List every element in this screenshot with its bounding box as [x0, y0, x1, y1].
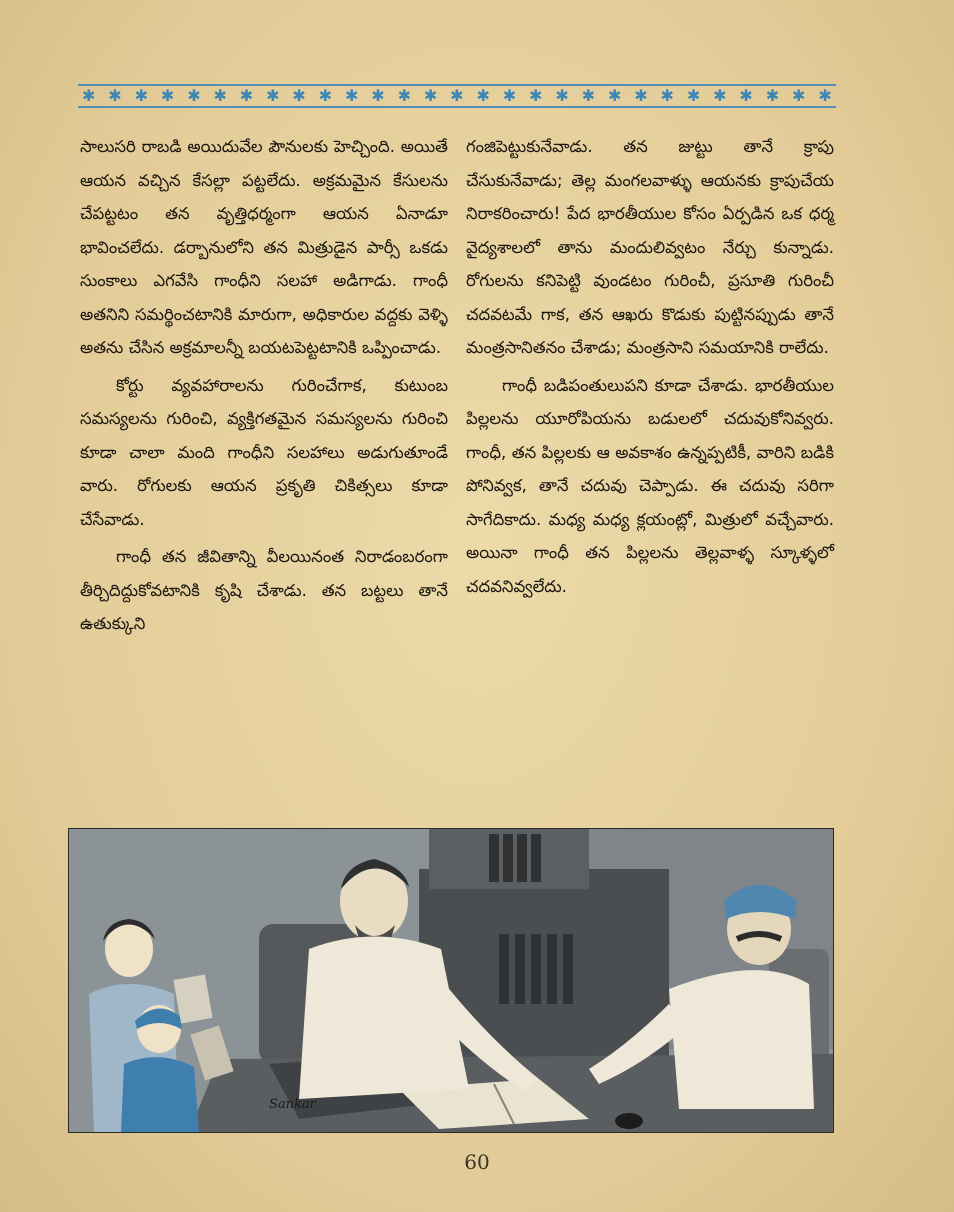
flower-ornament-icon: ✱ — [108, 86, 122, 105]
flower-ornament-icon: ✱ — [634, 86, 648, 105]
flower-ornament-icon: ✱ — [476, 86, 490, 105]
flower-ornament-icon: ✱ — [818, 86, 832, 105]
illustration-gandhi-teaching — [68, 828, 834, 1133]
flower-ornament-icon: ✱ — [371, 86, 385, 105]
flower-ornament-icon: ✱ — [686, 86, 701, 105]
flower-ornament-icon: ✱ — [713, 86, 727, 105]
flower-ornament-icon: ✱ — [266, 86, 280, 105]
flower-ornament-icon: ✱ — [160, 86, 175, 105]
flower-ornament-icon: ✱ — [765, 86, 780, 105]
paragraph: గాంధీ తన జీవితాన్ని వీలయినంత నిరాడంబరంగా తీర్చిదిద్దుకోవటానికి కృషి చేశాడు. తన బట్టలు తానే ఉతుక్కుని — [80, 547, 448, 633]
flower-ornament-icon: ✱ — [82, 86, 96, 105]
right-text-column — [466, 130, 834, 603]
paragraph: గంజిపెట్టుకునేవాడు. తన జుట్టు తానే క్రాపు చేసుకునేవాడు; తెల్ల మంగలవాళ్ళు ఆయనకు క్రాపుచేయ నిరాకరించారు! పేద భారతీయుల కోసం ఏర్పడిన ఒక ధర్మ వైద్యశాలలో తాను మందులివ్వటం నేర్చు కున్నాడు. రోగులను కనిపెట్టి వుండటం గురించీ, ప్రసూతి గురించీ చదవటమే గాక, తన ఆఖరు కొడుకు పుట్టినప్పుడు తానే మంత్రసానితనం చేశాడు; మంత్రసాని సమయానికి రాలేదు. — [466, 137, 834, 357]
flower-ornament-icon: ✱ — [450, 86, 464, 105]
paragraph: కోర్టు వ్యవహారాలను గురించేగాక, కుటుంబ సమస్యలను గురించి, వ్యక్తిగతమైన సమస్యలను గురించి కూడా చాలా మంది గాంధీని సలహాలు అడుగుతూండే వారు. రోగులకు ఆయన ప్రకృతి చికిత్సలు కూడా చేసేవాడు. — [80, 375, 448, 529]
flower-ornament-icon: ✱ — [318, 86, 333, 105]
flower-ornament-icon: ✱ — [423, 86, 438, 105]
paragraph: గాంధీ బడిపంతులుపని కూడా చేశాడు. భారతీయుల పిల్లలను యూరోపియను బడులలో చదువుకోనివ్వరు. గాంధీ, తన పిల్లలకు ఆ అవకాశం ఉన్నప్పటికీ, వారిని బడికి పోనివ్వక, తానే చదువు చెప్పాడు. ఈ చదువు సరిగా సాగేదికాదు. మధ్య మధ్య క్లయంట్లో, మిత్రులో వచ్చేవారు. అయినా గాంధీ తన పిల్లలను తెల్లవాళ్ళ స్కూళ్ళలో చదవనివ్వలేదు. — [466, 375, 834, 596]
flower-ornament-icon: ✱ — [213, 86, 227, 105]
flower-ornament-icon: ✱ — [555, 86, 569, 105]
flower-ornament-icon: ✱ — [529, 86, 543, 105]
flower-ornament-icon: ✱ — [134, 86, 148, 105]
flower-ornament-icon: ✱ — [344, 86, 359, 105]
flower-ornament-icon: ✱ — [239, 86, 254, 105]
decorative-border-band — [78, 84, 836, 108]
flower-ornament-icon: ✱ — [581, 86, 596, 105]
left-text-column — [80, 130, 448, 641]
flower-ornament-icon: ✱ — [607, 86, 622, 105]
flower-ornament-icon: ✱ — [397, 86, 411, 105]
page-number: 60 — [464, 1150, 490, 1174]
illustration-drawing — [69, 829, 833, 1132]
flower-ornament-icon: ✱ — [502, 86, 517, 105]
flower-ornament-icon: ✱ — [292, 86, 306, 105]
flower-ornament-icon: ✱ — [792, 86, 806, 105]
artist-signature: Sankar — [269, 1097, 316, 1112]
flower-ornament-icon: ✱ — [660, 86, 674, 105]
paragraph: సాలుసరి రాబడి అయిదువేల పౌనులకు హెచ్చింది. అయితే ఆయన వచ్చిన కేసల్లా పట్టలేదు. అక్రమమైన కేసులను చేపట్టటం తన వృత్తిధర్మంగా ఆయన ఏనాడూ భావించలేదు. డర్బానులోని తన మిత్రుడైన పార్సీ ఒకడు సుంకాలు ఎగవేసి గాంధీని సలహా అడిగాడు. గాంధీ అతనిని సమర్థించటానికి మారుగా, అధికారుల వద్దకు వెళ్ళి అతను చేసిన అక్రమాలన్నీ బయటపెట్టటానికి ఒప్పించాడు. — [80, 137, 448, 357]
flower-ornament-icon: ✱ — [739, 86, 753, 105]
flower-ornament-icon: ✱ — [187, 86, 201, 105]
